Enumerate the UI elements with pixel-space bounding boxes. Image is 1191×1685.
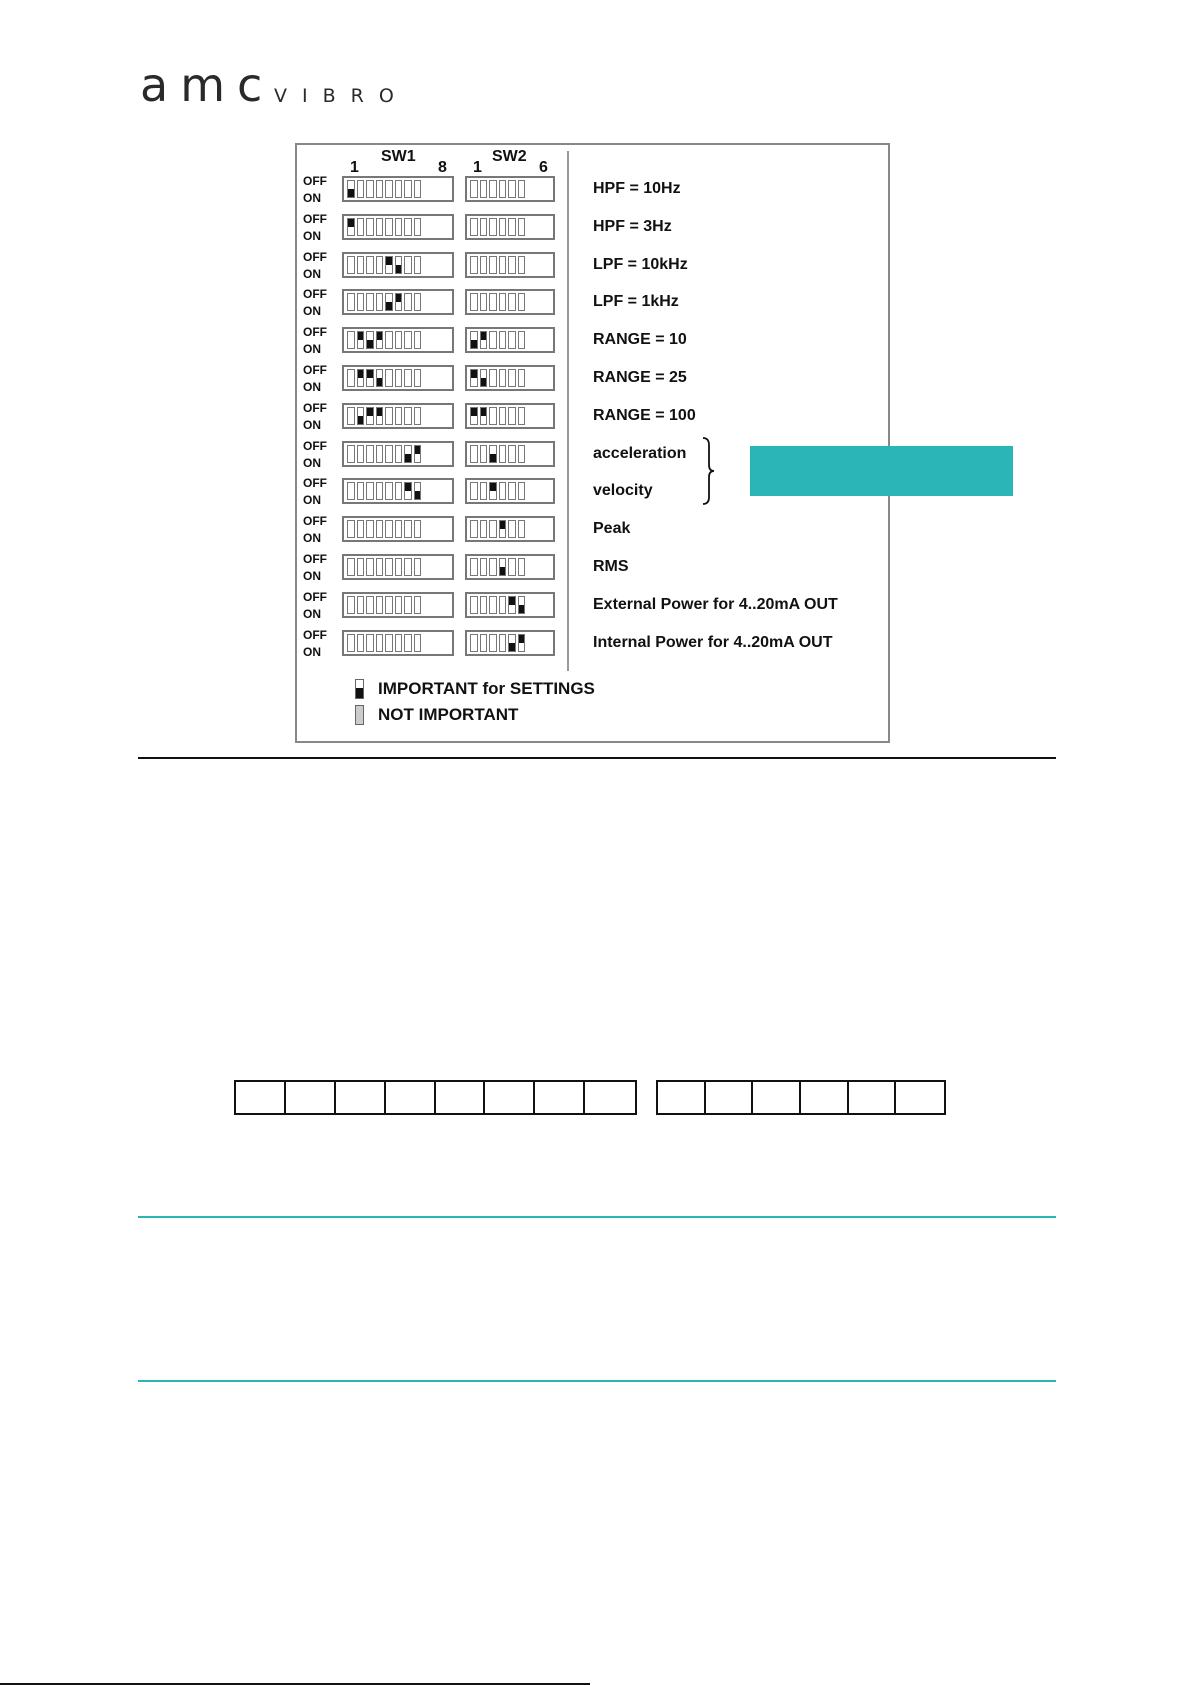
grid-cell — [706, 1082, 754, 1113]
dip-key-icon — [357, 256, 365, 274]
dip-key-icon — [347, 293, 355, 311]
dip-key-icon — [376, 331, 384, 349]
dip-key-icon — [480, 482, 488, 500]
dip-key-icon — [414, 482, 422, 500]
dip-key-icon — [347, 520, 355, 538]
dip-key-icon — [518, 482, 526, 500]
dip-key-icon — [518, 407, 526, 425]
dip-switch-settings-figure — [295, 143, 890, 743]
off-label: OFF — [303, 174, 327, 188]
dip-key-icon — [508, 558, 516, 576]
dip-key-icon — [366, 482, 374, 500]
dip-key-icon — [480, 407, 488, 425]
sw2-switch-block — [465, 214, 555, 240]
dip-key-icon — [489, 293, 497, 311]
grid-cell — [801, 1082, 849, 1113]
dip-key-icon — [414, 369, 422, 387]
dip-key-icon — [347, 180, 355, 198]
dip-key-icon — [518, 558, 526, 576]
dip-key-icon — [357, 445, 365, 463]
dip-key-icon — [499, 407, 507, 425]
dip-key-icon — [395, 558, 403, 576]
off-label: OFF — [303, 589, 327, 604]
on-label: ON — [303, 342, 321, 357]
dip-key-icon — [470, 218, 478, 236]
dip-key-icon — [414, 407, 422, 425]
dip-key-icon — [385, 482, 393, 500]
dip-key-icon — [480, 331, 488, 349]
dip-key-icon — [499, 331, 507, 349]
dip-key-icon — [404, 331, 412, 349]
brace-icon — [702, 437, 714, 505]
dip-key-icon — [499, 558, 507, 576]
dip-key-icon — [404, 180, 412, 198]
sw1-switch-block — [342, 365, 454, 391]
dip-key-icon — [499, 634, 507, 652]
grid-cell — [849, 1082, 897, 1113]
sw1-switch-block — [342, 176, 454, 202]
dip-key-icon — [489, 218, 497, 236]
dip-key-icon — [376, 596, 384, 614]
dip-key-icon — [508, 256, 516, 274]
grid-cell — [753, 1082, 801, 1113]
dip-key-icon — [404, 407, 412, 425]
grid-cell — [336, 1082, 386, 1113]
off-label: OFF — [303, 514, 327, 529]
dip-key-icon — [518, 596, 526, 614]
dip-key-icon — [499, 218, 507, 236]
dip-key-icon — [508, 180, 516, 198]
dip-key-icon — [347, 218, 355, 236]
dip-key-icon — [489, 331, 497, 349]
dip-key-icon — [395, 596, 403, 614]
dip-key-icon — [357, 369, 365, 387]
sw1-switch-block — [342, 630, 454, 656]
dip-key-icon — [366, 634, 374, 652]
dip-key-icon — [357, 520, 365, 538]
dip-key-icon — [385, 445, 393, 463]
off-label: OFF — [303, 363, 327, 377]
off-label: OFF — [303, 627, 327, 642]
dip-key-icon — [366, 256, 374, 274]
legend-important: IMPORTANT for SETTINGS — [378, 679, 595, 698]
sw2-switch-block — [465, 554, 555, 580]
dip-key-icon — [480, 218, 488, 236]
dip-key-icon — [499, 293, 507, 311]
dip-key-icon — [385, 293, 393, 311]
dip-key-icon — [366, 369, 374, 387]
dip-key-icon — [480, 558, 488, 576]
setting-label: HPF = 10Hz — [593, 180, 681, 197]
dip-key-icon — [489, 445, 497, 463]
dip-key-icon — [404, 445, 412, 463]
dip-key-icon — [489, 369, 497, 387]
on-label: ON — [303, 569, 321, 583]
dip-key-icon — [376, 558, 384, 576]
grid-cell — [436, 1082, 486, 1113]
not-important-key-icon — [355, 705, 364, 725]
dip-key-icon — [470, 596, 478, 614]
off-label: OFF — [303, 325, 327, 340]
dip-key-icon — [480, 445, 488, 463]
dip-key-icon — [508, 482, 516, 500]
dip-key-icon — [347, 445, 355, 463]
setting-label: LPF = 1kHz — [593, 293, 679, 311]
sw1-switch-block — [342, 478, 454, 504]
sw2-switch-block — [465, 365, 555, 391]
sw2-label: SW2 — [492, 148, 527, 165]
dip-key-icon — [376, 520, 384, 538]
dip-key-icon — [508, 293, 516, 311]
off-label: OFF — [303, 211, 327, 226]
dip-key-icon — [404, 558, 412, 576]
dip-key-icon — [414, 180, 422, 198]
dip-key-icon — [470, 293, 478, 311]
dip-key-icon — [480, 596, 488, 614]
dip-key-icon — [470, 558, 478, 576]
dip-key-icon — [480, 369, 488, 387]
dip-key-icon — [470, 482, 478, 500]
dip-key-icon — [404, 520, 412, 538]
dip-key-icon — [489, 520, 497, 538]
dip-key-icon — [395, 180, 403, 198]
dip-key-icon — [489, 407, 497, 425]
sw2-switch-block — [465, 403, 555, 429]
dip-key-icon — [347, 558, 355, 576]
dip-key-icon — [347, 596, 355, 614]
dip-key-icon — [518, 520, 526, 538]
figure-divider — [567, 151, 569, 671]
dip-key-icon — [404, 369, 412, 387]
dip-key-icon — [376, 482, 384, 500]
setting-label: HPF = 3Hz — [593, 217, 672, 235]
setting-label: LPF = 10kHz — [593, 255, 688, 273]
sw1-first-index: 1 — [350, 159, 359, 176]
dip-key-icon — [357, 634, 365, 652]
dip-key-icon — [395, 293, 403, 311]
teal-callout-box — [750, 446, 1013, 496]
sw1-switch-block — [342, 289, 454, 315]
dip-key-icon — [395, 369, 403, 387]
dip-key-icon — [385, 218, 393, 236]
sw1-switch-block — [342, 252, 454, 278]
sw2-last-index: 6 — [539, 159, 548, 176]
grid-cell — [236, 1082, 286, 1113]
dip-key-icon — [518, 445, 526, 463]
setting-label: Peak — [593, 520, 631, 538]
dip-key-icon — [489, 256, 497, 274]
dip-key-icon — [395, 482, 403, 500]
dip-key-icon — [376, 445, 384, 463]
dip-key-icon — [357, 407, 365, 425]
dip-key-icon — [366, 331, 374, 349]
dip-key-icon — [480, 520, 488, 538]
sw1-last-index: 8 — [438, 159, 447, 176]
dip-key-icon — [470, 180, 478, 198]
section-divider — [138, 757, 1056, 759]
dip-key-icon — [404, 634, 412, 652]
dip-key-icon — [489, 482, 497, 500]
on-label: ON — [303, 380, 321, 394]
dip-key-icon — [366, 558, 374, 576]
sw2-switch-block — [465, 327, 555, 353]
sw1-switch-block — [342, 327, 454, 353]
dip-key-icon — [366, 180, 374, 198]
sw1-switch-block — [342, 592, 454, 618]
dip-key-icon — [499, 482, 507, 500]
grid-cell — [286, 1082, 336, 1113]
grid-cell — [896, 1082, 944, 1113]
dip-key-icon — [499, 180, 507, 198]
dip-key-icon — [385, 634, 393, 652]
on-label: ON — [303, 417, 321, 432]
dip-key-icon — [385, 407, 393, 425]
grid-cell — [658, 1082, 706, 1113]
dip-key-icon — [376, 407, 384, 425]
dip-key-icon — [376, 256, 384, 274]
dip-key-icon — [414, 596, 422, 614]
dip-key-icon — [385, 256, 393, 274]
dip-key-icon — [347, 256, 355, 274]
sw2-switch-block — [465, 516, 555, 542]
sw1-switch-block — [342, 214, 454, 240]
dip-key-icon — [499, 256, 507, 274]
dip-key-icon — [499, 445, 507, 463]
off-label: OFF — [303, 249, 327, 264]
dip-key-icon — [366, 520, 374, 538]
setting-label: RANGE = 100 — [593, 406, 696, 424]
dip-key-icon — [404, 596, 412, 614]
sw2-answer-grid — [656, 1080, 946, 1115]
dip-key-icon — [395, 218, 403, 236]
sw1-switch-block — [342, 554, 454, 580]
dip-key-icon — [395, 445, 403, 463]
off-label: OFF — [303, 476, 327, 491]
dip-key-icon — [470, 256, 478, 274]
dip-key-icon — [395, 520, 403, 538]
dip-key-icon — [385, 558, 393, 576]
dip-key-icon — [414, 558, 422, 576]
dip-key-icon — [518, 180, 526, 198]
dip-key-icon — [414, 218, 422, 236]
dip-key-icon — [508, 218, 516, 236]
dip-key-icon — [470, 331, 478, 349]
dip-key-icon — [347, 407, 355, 425]
dip-key-icon — [404, 256, 412, 274]
sw2-switch-block — [465, 252, 555, 278]
off-label: OFF — [303, 287, 327, 302]
dip-key-icon — [508, 445, 516, 463]
dip-key-icon — [480, 293, 488, 311]
setting-label: velocity — [593, 482, 653, 500]
dip-key-icon — [414, 256, 422, 274]
dip-key-icon — [508, 331, 516, 349]
dip-key-icon — [357, 482, 365, 500]
sw2-switch-block — [465, 441, 555, 467]
dip-key-icon — [347, 482, 355, 500]
on-label: ON — [303, 228, 321, 243]
dip-key-icon — [518, 256, 526, 274]
on-label: ON — [303, 191, 321, 205]
sw2-switch-block — [465, 478, 555, 504]
important-key-icon — [355, 679, 364, 699]
sw1-switch-block — [342, 441, 454, 467]
dip-key-icon — [366, 218, 374, 236]
dip-key-icon — [508, 407, 516, 425]
dip-key-icon — [414, 445, 422, 463]
dip-key-icon — [499, 369, 507, 387]
sw1-label: SW1 — [381, 148, 416, 165]
off-label: OFF — [303, 552, 327, 566]
grid-cell — [535, 1082, 585, 1113]
dip-key-icon — [366, 596, 374, 614]
dip-key-icon — [470, 520, 478, 538]
dip-key-icon — [357, 293, 365, 311]
dip-key-icon — [357, 596, 365, 614]
dip-key-icon — [385, 596, 393, 614]
dip-key-icon — [489, 596, 497, 614]
setting-label: RMS — [593, 558, 629, 575]
dip-key-icon — [499, 520, 507, 538]
sw1-switch-block — [342, 403, 454, 429]
setting-label: acceleration — [593, 444, 687, 462]
dip-key-icon — [376, 180, 384, 198]
off-label: OFF — [303, 400, 327, 415]
dip-key-icon — [357, 180, 365, 198]
dip-key-icon — [518, 634, 526, 652]
setting-label: Internal Power for 4..20mA OUT — [593, 633, 833, 651]
dip-key-icon — [470, 445, 478, 463]
dip-key-icon — [414, 634, 422, 652]
dip-key-icon — [489, 558, 497, 576]
dip-key-icon — [376, 634, 384, 652]
dip-key-icon — [395, 256, 403, 274]
on-label: ON — [303, 493, 321, 508]
dip-key-icon — [508, 520, 516, 538]
dip-key-icon — [395, 634, 403, 652]
teal-divider-bottom — [138, 1380, 1056, 1382]
dip-key-icon — [347, 331, 355, 349]
dip-key-icon — [499, 596, 507, 614]
dip-key-icon — [357, 331, 365, 349]
dip-key-icon — [480, 180, 488, 198]
dip-key-icon — [357, 558, 365, 576]
setting-label: RANGE = 25 — [593, 369, 687, 386]
dip-key-icon — [470, 369, 478, 387]
logo-main-text: amc — [140, 58, 275, 112]
dip-key-icon — [366, 445, 374, 463]
dip-key-icon — [366, 293, 374, 311]
sw1-answer-grid — [234, 1080, 637, 1115]
sw2-switch-block — [465, 289, 555, 315]
on-label: ON — [303, 455, 321, 470]
grid-cell — [585, 1082, 635, 1113]
grid-cell — [485, 1082, 535, 1113]
sw2-switch-block — [465, 630, 555, 656]
on-label: ON — [303, 304, 321, 319]
dip-key-icon — [489, 180, 497, 198]
dip-key-icon — [414, 293, 422, 311]
dip-key-icon — [366, 407, 374, 425]
dip-key-icon — [385, 331, 393, 349]
dip-key-icon — [385, 520, 393, 538]
dip-key-icon — [414, 520, 422, 538]
dip-key-icon — [518, 331, 526, 349]
sw2-first-index: 1 — [473, 159, 482, 176]
on-label: ON — [303, 644, 321, 659]
dip-key-icon — [347, 369, 355, 387]
dip-key-icon — [404, 482, 412, 500]
dip-key-icon — [489, 634, 497, 652]
sw2-switch-block — [465, 592, 555, 618]
dip-key-icon — [518, 293, 526, 311]
dip-key-icon — [395, 331, 403, 349]
dip-key-icon — [404, 293, 412, 311]
dip-key-icon — [508, 596, 516, 614]
grid-cell — [386, 1082, 436, 1113]
dip-key-icon — [470, 407, 478, 425]
on-label: ON — [303, 531, 321, 546]
dip-key-icon — [480, 256, 488, 274]
dip-key-icon — [347, 634, 355, 652]
legend-not-important: NOT IMPORTANT — [378, 705, 519, 724]
sw1-switch-block — [342, 516, 454, 542]
dip-key-icon — [518, 369, 526, 387]
dip-key-icon — [414, 331, 422, 349]
dip-key-icon — [395, 407, 403, 425]
dip-key-icon — [385, 369, 393, 387]
teal-divider-top — [138, 1216, 1056, 1218]
dip-key-icon — [404, 218, 412, 236]
dip-key-icon — [376, 369, 384, 387]
logo-sub-text: VIBRO — [274, 85, 409, 107]
dip-key-icon — [508, 634, 516, 652]
off-label: OFF — [303, 438, 327, 453]
dip-key-icon — [508, 369, 516, 387]
dip-key-icon — [518, 218, 526, 236]
dip-key-icon — [385, 180, 393, 198]
dip-key-icon — [376, 293, 384, 311]
dip-key-icon — [470, 634, 478, 652]
on-label: ON — [303, 266, 321, 281]
sw2-switch-block — [465, 176, 555, 202]
dip-key-icon — [480, 634, 488, 652]
dip-key-icon — [357, 218, 365, 236]
setting-label: RANGE = 10 — [593, 331, 687, 349]
dip-key-icon — [376, 218, 384, 236]
on-label: ON — [303, 606, 321, 621]
setting-label: External Power for 4..20mA OUT — [593, 595, 838, 613]
